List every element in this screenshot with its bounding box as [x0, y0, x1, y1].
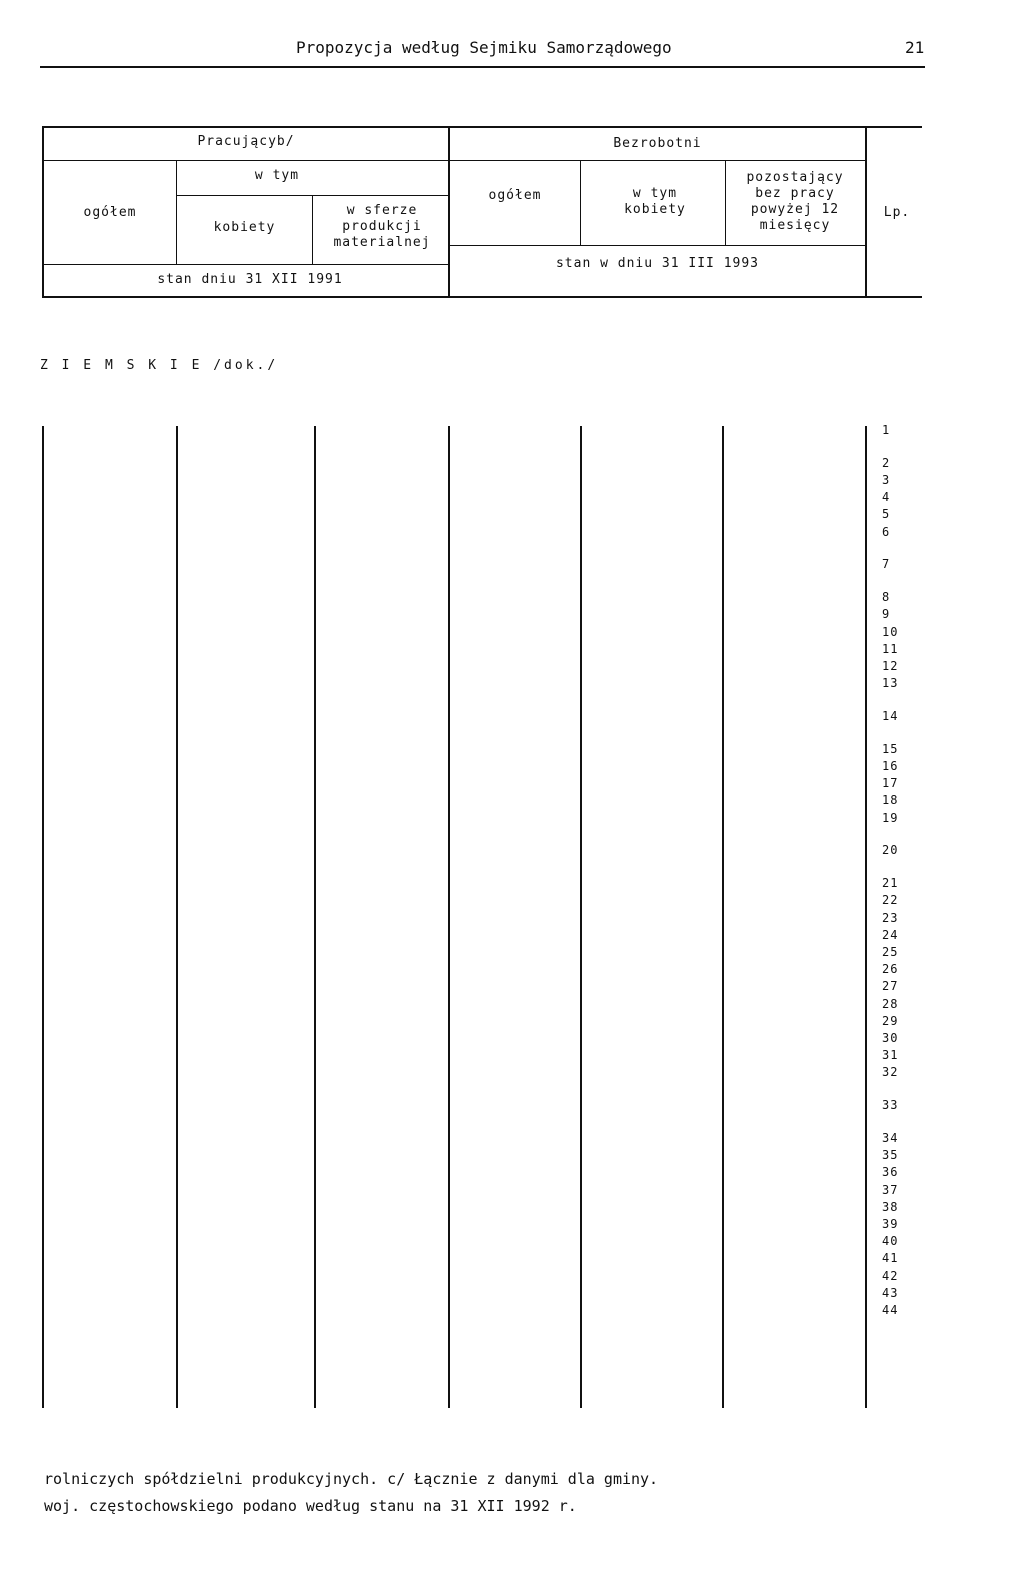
row-number: 15	[882, 741, 899, 756]
hdr-ogolem-2: ogółem	[488, 188, 542, 203]
row-number: 41	[882, 1251, 899, 1266]
row-number: 32	[882, 1065, 899, 1080]
row-number: 40	[882, 1234, 899, 1249]
hdr-w-tym-1: w tym	[254, 168, 300, 183]
col-rule-3	[448, 426, 450, 1408]
row-number: 42	[882, 1268, 899, 1283]
row-number: 4	[882, 490, 891, 505]
hbox-v2	[312, 195, 313, 264]
hdr-kobiety-1: kobiety	[213, 220, 276, 235]
row-number: 18	[882, 793, 899, 808]
row-number: 27	[882, 979, 899, 994]
row-number: 31	[882, 1048, 899, 1063]
hdr-sfera: w sferze produkcji materialnej	[333, 203, 431, 250]
hbox-line-4	[448, 245, 865, 246]
hdr-pracujacy: Pracującyb/	[197, 134, 295, 149]
col-rule-2	[314, 426, 316, 1408]
row-number: 7	[882, 557, 891, 572]
row-number: 44	[882, 1303, 899, 1317]
hdr-stan-2: stan w dniu 31 III 1993	[555, 256, 759, 271]
row-number: 11	[882, 641, 899, 656]
footnote-line-2: woj. częstochowskiego podano według stanu na 31 XII 1992 r.	[44, 1497, 577, 1515]
hbox-bottom	[42, 296, 922, 298]
row-number: 9	[882, 607, 891, 622]
row-number: 1	[882, 423, 891, 437]
col-rule-6	[865, 426, 867, 1408]
row-number: 19	[882, 810, 899, 825]
hdr-ogolem-1: ogółem	[83, 205, 137, 220]
hbox-v4	[725, 160, 726, 245]
row-number: 43	[882, 1285, 899, 1300]
row-number: 5	[882, 507, 891, 522]
row-number: 24	[882, 927, 899, 942]
col-rule-4	[580, 426, 582, 1408]
row-number: 33	[882, 1098, 899, 1113]
row-number: 20	[882, 843, 899, 858]
hbox-top	[42, 126, 922, 128]
row-number: 6	[882, 524, 891, 539]
row-number: 16	[882, 759, 899, 773]
header-rule	[40, 66, 925, 68]
row-number: 17	[882, 776, 899, 791]
page-number: 21	[905, 38, 925, 57]
hdr-w-tym-2: w tym kobiety	[624, 186, 686, 217]
row-number: 3	[882, 473, 891, 487]
row-number: 25	[882, 945, 899, 959]
row-number: 10	[882, 624, 899, 639]
hdr-stan-1: stan dniu 31 XII 1991	[157, 272, 343, 287]
page-title: Propozycja według Sejmiku Samorządowego	[296, 38, 672, 57]
row-number: 37	[882, 1182, 899, 1197]
col-rule-0	[42, 426, 44, 1408]
row-number: 39	[882, 1217, 899, 1231]
row-number: 14	[882, 709, 899, 723]
section-label: Z I E M S K I E /dok./	[40, 358, 279, 373]
hbox-line-1	[42, 160, 865, 161]
row-number: 26	[882, 962, 899, 977]
row-number: 34	[882, 1131, 899, 1145]
row-number: 22	[882, 893, 899, 908]
footnote-line-1: rolniczych spółdzielni produkcyjnych. c/ Łącznie z danymi dla gminy.	[44, 1470, 659, 1488]
hdr-bezrobotni: Bezrobotni	[613, 136, 702, 151]
hdr-pozostajacy: pozostający bez pracy powyżej 12 miesięcy	[746, 170, 844, 233]
row-number: 2	[882, 455, 891, 470]
row-number: 29	[882, 1013, 899, 1028]
row-number: 36	[882, 1165, 899, 1180]
row-number: 23	[882, 910, 899, 925]
hdr-lp: Lp.	[883, 205, 911, 220]
row-number: 21	[882, 876, 899, 891]
row-number: 13	[882, 676, 899, 691]
row-number: 30	[882, 1031, 899, 1045]
row-number: 38	[882, 1199, 899, 1214]
col-rule-1	[176, 426, 178, 1408]
row-number: 8	[882, 590, 891, 605]
row-number: 35	[882, 1148, 899, 1163]
hbox-v3	[580, 160, 581, 245]
footnotes	[44, 1466, 658, 1520]
col-rule-5	[722, 426, 724, 1408]
row-number: 28	[882, 996, 899, 1011]
row-number: 12	[882, 659, 899, 673]
hbox-line-3	[42, 264, 448, 265]
